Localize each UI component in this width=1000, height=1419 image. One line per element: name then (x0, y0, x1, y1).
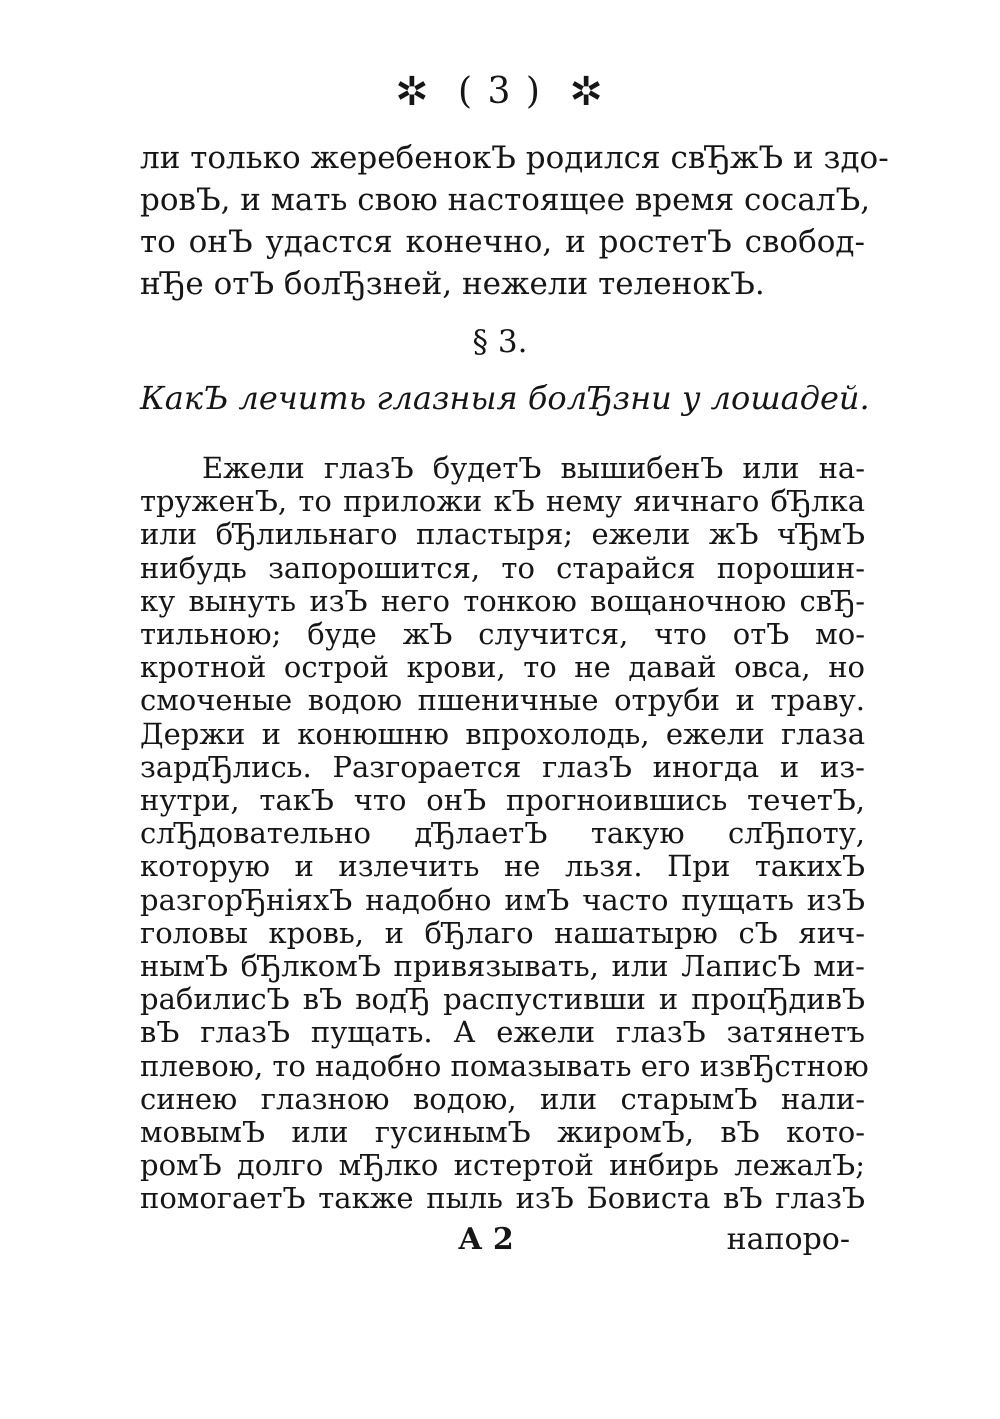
text-line: мовымЪ или гусинымЪ жиромЪ, вЪ кото- (140, 1115, 865, 1149)
text-line: Держи и конюшню впрохолодь, ежели глаза (140, 716, 865, 751)
text-line: или бЂлильнаго пластыря; ежели жЪ чЂмЪ (140, 517, 865, 552)
text-line: смоченые водою пшеничные отруби и траву. (140, 683, 865, 718)
text-line: головы кровь, и бЂлаго нашатырю сЪ яич- (140, 915, 865, 950)
printer-signature: А 2 (458, 1221, 514, 1257)
text-line: ли только жеребенокЪ родился свЂжЪ и здо- (140, 140, 889, 176)
text-line: зардЂлись. Разгорается глазЪ иногда и из- (140, 749, 865, 784)
ornament-left-icon: ✲ (395, 69, 431, 115)
ornament-right-icon: ✲ (569, 69, 605, 115)
text-line: нутри, такЪ что онЪ прогноившись течетЪ, (140, 783, 865, 817)
text-line: нЂе отЪ болЂзней, нежели теленокЪ. (140, 266, 765, 302)
text-line: вЪ глазЪ пущать. А ежели глазЪ затянетъ (140, 1015, 865, 1050)
text-line: синею глазною водою, или старымЪ нали- (140, 1081, 865, 1116)
text-line: разгорЂніяхЪ надобно имЪ часто пущать изЪ (140, 882, 865, 917)
text-line: труженЪ, то приложи кЪ нему яичнаго бЂлка (140, 484, 865, 519)
text-line: слЂдовательно дЂлаетЪ такую слЂпоту, (140, 816, 865, 851)
page-header (0, 62, 1000, 120)
text-line: ку вынуть изЪ него тонкою вощаночною свЂ- (140, 583, 865, 618)
text-line: Ежели глазЪ будетЪ вышибенЪ или на- (202, 451, 865, 485)
page-number: ( 3 ) (458, 71, 542, 112)
text-line: ромЪ долго мЂлко истертой инбирь лежалЪ; (140, 1148, 865, 1183)
text-line: нымЪ бЂлкомЪ привязывать, или ЛаписЪ ми- (140, 949, 865, 983)
text-line: то онЪ удастся конечно, и ростетЪ свобод- (140, 224, 865, 260)
section-number: § 3. (472, 324, 528, 360)
catchword: напоро- (726, 1221, 850, 1257)
text-line: плевою, то надобно помазывать его извЂстною (140, 1048, 869, 1083)
text-line: кротной острой крови, то не давай овса, но (140, 650, 865, 685)
text-line: помогаетЪ также пыль изЪ Бовиста вЪ глазЪ (140, 1181, 865, 1216)
text-line: нибудь запорошится, то старайся порошин- (140, 550, 865, 585)
text-line: тильною; буде жЪ случится, что отЪ мо- (140, 617, 865, 651)
text-line: рабилисЪ вЪ водЂ распустивши и процЂдивЪ (140, 982, 865, 1017)
text-line: которую и излечить не льзя. При такихЪ (140, 849, 865, 884)
section-heading: КакЪ лечить глазныя болЂзни у лошадей. (140, 379, 870, 417)
text-line: ровЪ, и мать свою настоящее время сосалЪ, (140, 182, 871, 218)
